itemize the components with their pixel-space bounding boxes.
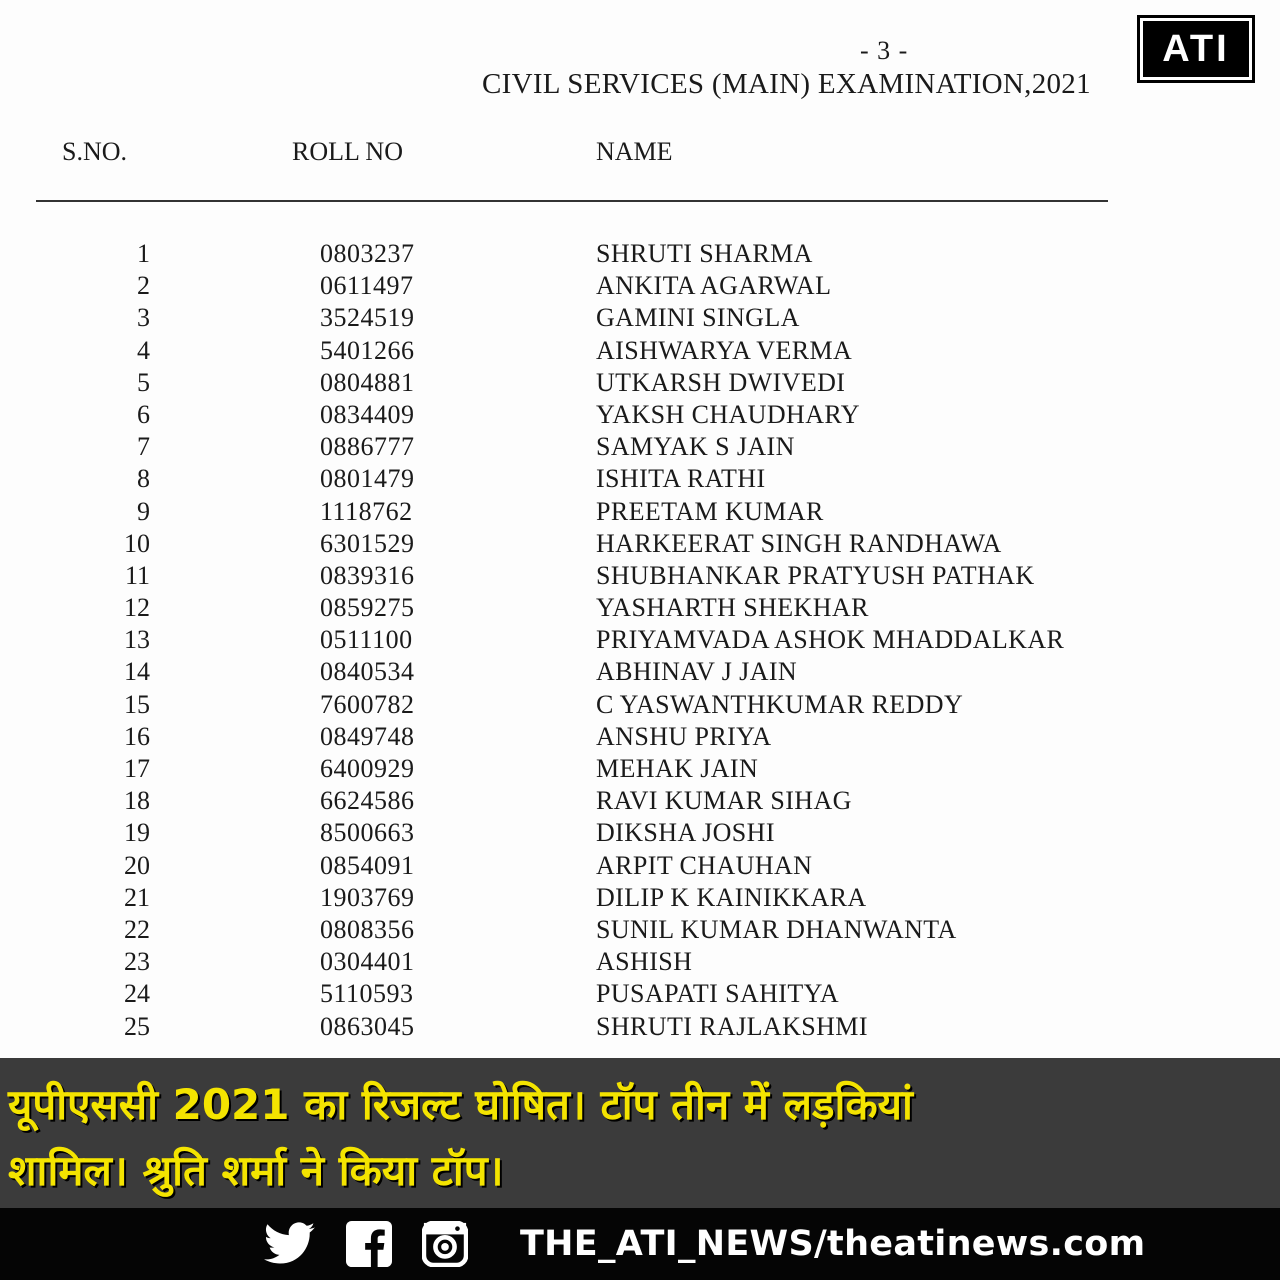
instagram-icon[interactable] — [422, 1221, 468, 1267]
row-sno: 11 — [124, 560, 150, 590]
row-name: MEHAK JAIN — [596, 754, 759, 783]
table-row — [0, 592, 1280, 624]
row-roll-no: 6624586 — [320, 786, 415, 816]
row-roll-no: 7600782 — [320, 689, 415, 719]
column-header-name: NAME — [596, 137, 673, 166]
row-roll-no: 0611497 — [320, 271, 414, 301]
row-roll-no: 8500663 — [320, 818, 415, 848]
row-name: HARKEERAT SINGH RANDHAWA — [596, 528, 1002, 558]
row-sno: 19 — [124, 818, 150, 848]
headline-line-2: शामिल। श्रुति शर्मा ने किया टॉप। — [8, 1146, 504, 1195]
row-name: SAMYAK S JAIN — [596, 432, 795, 462]
table-row — [0, 785, 1280, 817]
table-row — [0, 817, 1280, 849]
row-roll-no: 6400929 — [320, 754, 415, 783]
row-sno: 22 — [124, 914, 150, 944]
row-roll-no: 0808356 — [320, 914, 415, 944]
row-sno: 24 — [124, 979, 150, 1009]
row-sno: 12 — [124, 593, 150, 623]
row-name: YASHARTH SHEKHAR — [596, 593, 869, 623]
row-sno: 15 — [124, 689, 150, 719]
row-sno: 14 — [124, 657, 150, 687]
facebook-icon[interactable] — [346, 1221, 392, 1267]
row-roll-no: 0803237 — [320, 239, 415, 268]
row-roll-no: 0886777 — [320, 432, 415, 462]
row-name: DIKSHA JOSHI — [596, 818, 775, 848]
table-row — [0, 721, 1280, 753]
row-name: YAKSH CHAUDHARY — [596, 399, 860, 429]
row-roll-no: 0863045 — [320, 1011, 415, 1041]
row-sno: 8 — [137, 464, 150, 494]
row-name: ANKITA AGARWAL — [596, 271, 832, 301]
row-sno: 23 — [124, 947, 150, 977]
row-sno: 20 — [124, 850, 150, 880]
table-row — [0, 560, 1280, 592]
table-row — [0, 399, 1280, 431]
table-row — [0, 270, 1280, 302]
header-divider — [36, 200, 1108, 202]
row-sno: 25 — [124, 1011, 150, 1041]
ati-logo-text: ATI — [1162, 27, 1230, 70]
row-roll-no: 0839316 — [320, 560, 415, 590]
headline-banner — [0, 1058, 1280, 1208]
row-sno: 21 — [124, 882, 150, 912]
row-sno: 10 — [124, 528, 150, 558]
row-name: PRIYAMVADA ASHOK MHADDALKAR — [596, 625, 1065, 655]
table-row — [0, 914, 1280, 946]
row-sno: 2 — [137, 271, 150, 301]
table-row — [0, 367, 1280, 399]
column-header-sno: S.NO. — [62, 137, 128, 166]
site-handle: THE_ATI_NEWS/theatinews.com — [520, 1224, 1146, 1264]
row-roll-no: 1903769 — [320, 882, 415, 912]
row-name: ARPIT CHAUHAN — [596, 850, 813, 880]
row-name: ISHITA RATHI — [596, 464, 766, 494]
row-name: ABHINAV J JAIN — [596, 657, 798, 687]
row-sno: 13 — [124, 625, 150, 655]
row-roll-no: 0859275 — [320, 593, 415, 623]
row-name: SUNIL KUMAR DHANWANTA — [596, 914, 957, 944]
table-row — [0, 238, 1280, 270]
ati-logo — [1140, 18, 1252, 80]
row-sno: 17 — [124, 754, 150, 783]
row-sno: 1 — [137, 239, 150, 268]
page-number: - 3 - — [860, 36, 909, 65]
table-row — [0, 624, 1280, 656]
row-roll-no: 5110593 — [320, 979, 414, 1009]
row-name: ASHISH — [596, 947, 693, 977]
row-roll-no: 0304401 — [320, 947, 415, 977]
row-roll-no: 3524519 — [320, 303, 415, 333]
row-name: GAMINI SINGLA — [596, 303, 800, 333]
row-sno: 16 — [124, 721, 150, 751]
table-row — [0, 689, 1280, 721]
row-roll-no: 0834409 — [320, 399, 415, 429]
table-row — [0, 496, 1280, 528]
table-row — [0, 882, 1280, 914]
exam-title: CIVIL SERVICES (MAIN) EXAMINATION,2021 — [482, 68, 1091, 100]
row-name: PREETAM KUMAR — [596, 496, 824, 526]
row-roll-no: 0804881 — [320, 367, 415, 397]
row-name: AISHWARYA VERMA — [596, 335, 853, 365]
row-roll-no: 1118762 — [320, 496, 413, 526]
row-roll-no: 0801479 — [320, 464, 415, 494]
row-name: PUSAPATI SAHITYA — [596, 979, 840, 1009]
table-row — [0, 656, 1280, 688]
headline-line-1: यूपीएससी 2021 का रिजल्ट घोषित। टॉप तीन में लड़कियां — [8, 1080, 913, 1129]
row-name: SHUBHANKAR PRATYUSH PATHAK — [596, 560, 1035, 590]
social-icons — [264, 1221, 468, 1267]
column-header-roll: ROLL NO — [292, 137, 403, 166]
row-sno: 18 — [124, 786, 150, 816]
table-row — [0, 302, 1280, 334]
row-roll-no: 0840534 — [320, 657, 415, 687]
row-roll-no: 5401266 — [320, 335, 415, 365]
row-roll-no: 6301529 — [320, 528, 415, 558]
table-row — [0, 1011, 1280, 1043]
twitter-icon[interactable] — [264, 1222, 316, 1266]
table-row — [0, 946, 1280, 978]
row-name: ANSHU PRIYA — [596, 721, 772, 751]
row-name: SHRUTI RAJLAKSHMI — [596, 1011, 868, 1041]
row-name: DILIP K KAINIKKARA — [596, 882, 867, 912]
row-roll-no: 0511100 — [320, 625, 413, 655]
row-sno: 6 — [137, 399, 150, 429]
row-name: SHRUTI SHARMA — [596, 239, 813, 268]
row-roll-no: 0854091 — [320, 850, 415, 880]
row-sno: 7 — [137, 432, 150, 462]
row-roll-no: 0849748 — [320, 721, 415, 751]
table-row — [0, 528, 1280, 560]
table-row — [0, 850, 1280, 882]
row-name: RAVI KUMAR SIHAG — [596, 786, 852, 816]
table-row — [0, 431, 1280, 463]
row-sno: 4 — [137, 335, 150, 365]
row-name: UTKARSH DWIVEDI — [596, 367, 846, 397]
results-table — [0, 238, 1280, 1043]
row-sno: 9 — [137, 496, 150, 526]
row-sno: 5 — [137, 367, 150, 397]
table-row — [0, 978, 1280, 1010]
table-row — [0, 753, 1280, 785]
row-name: C YASWANTHKUMAR REDDY — [596, 689, 964, 719]
row-sno: 3 — [137, 303, 150, 333]
table-row — [0, 463, 1280, 495]
table-row — [0, 335, 1280, 367]
footer-bar — [0, 1208, 1280, 1280]
